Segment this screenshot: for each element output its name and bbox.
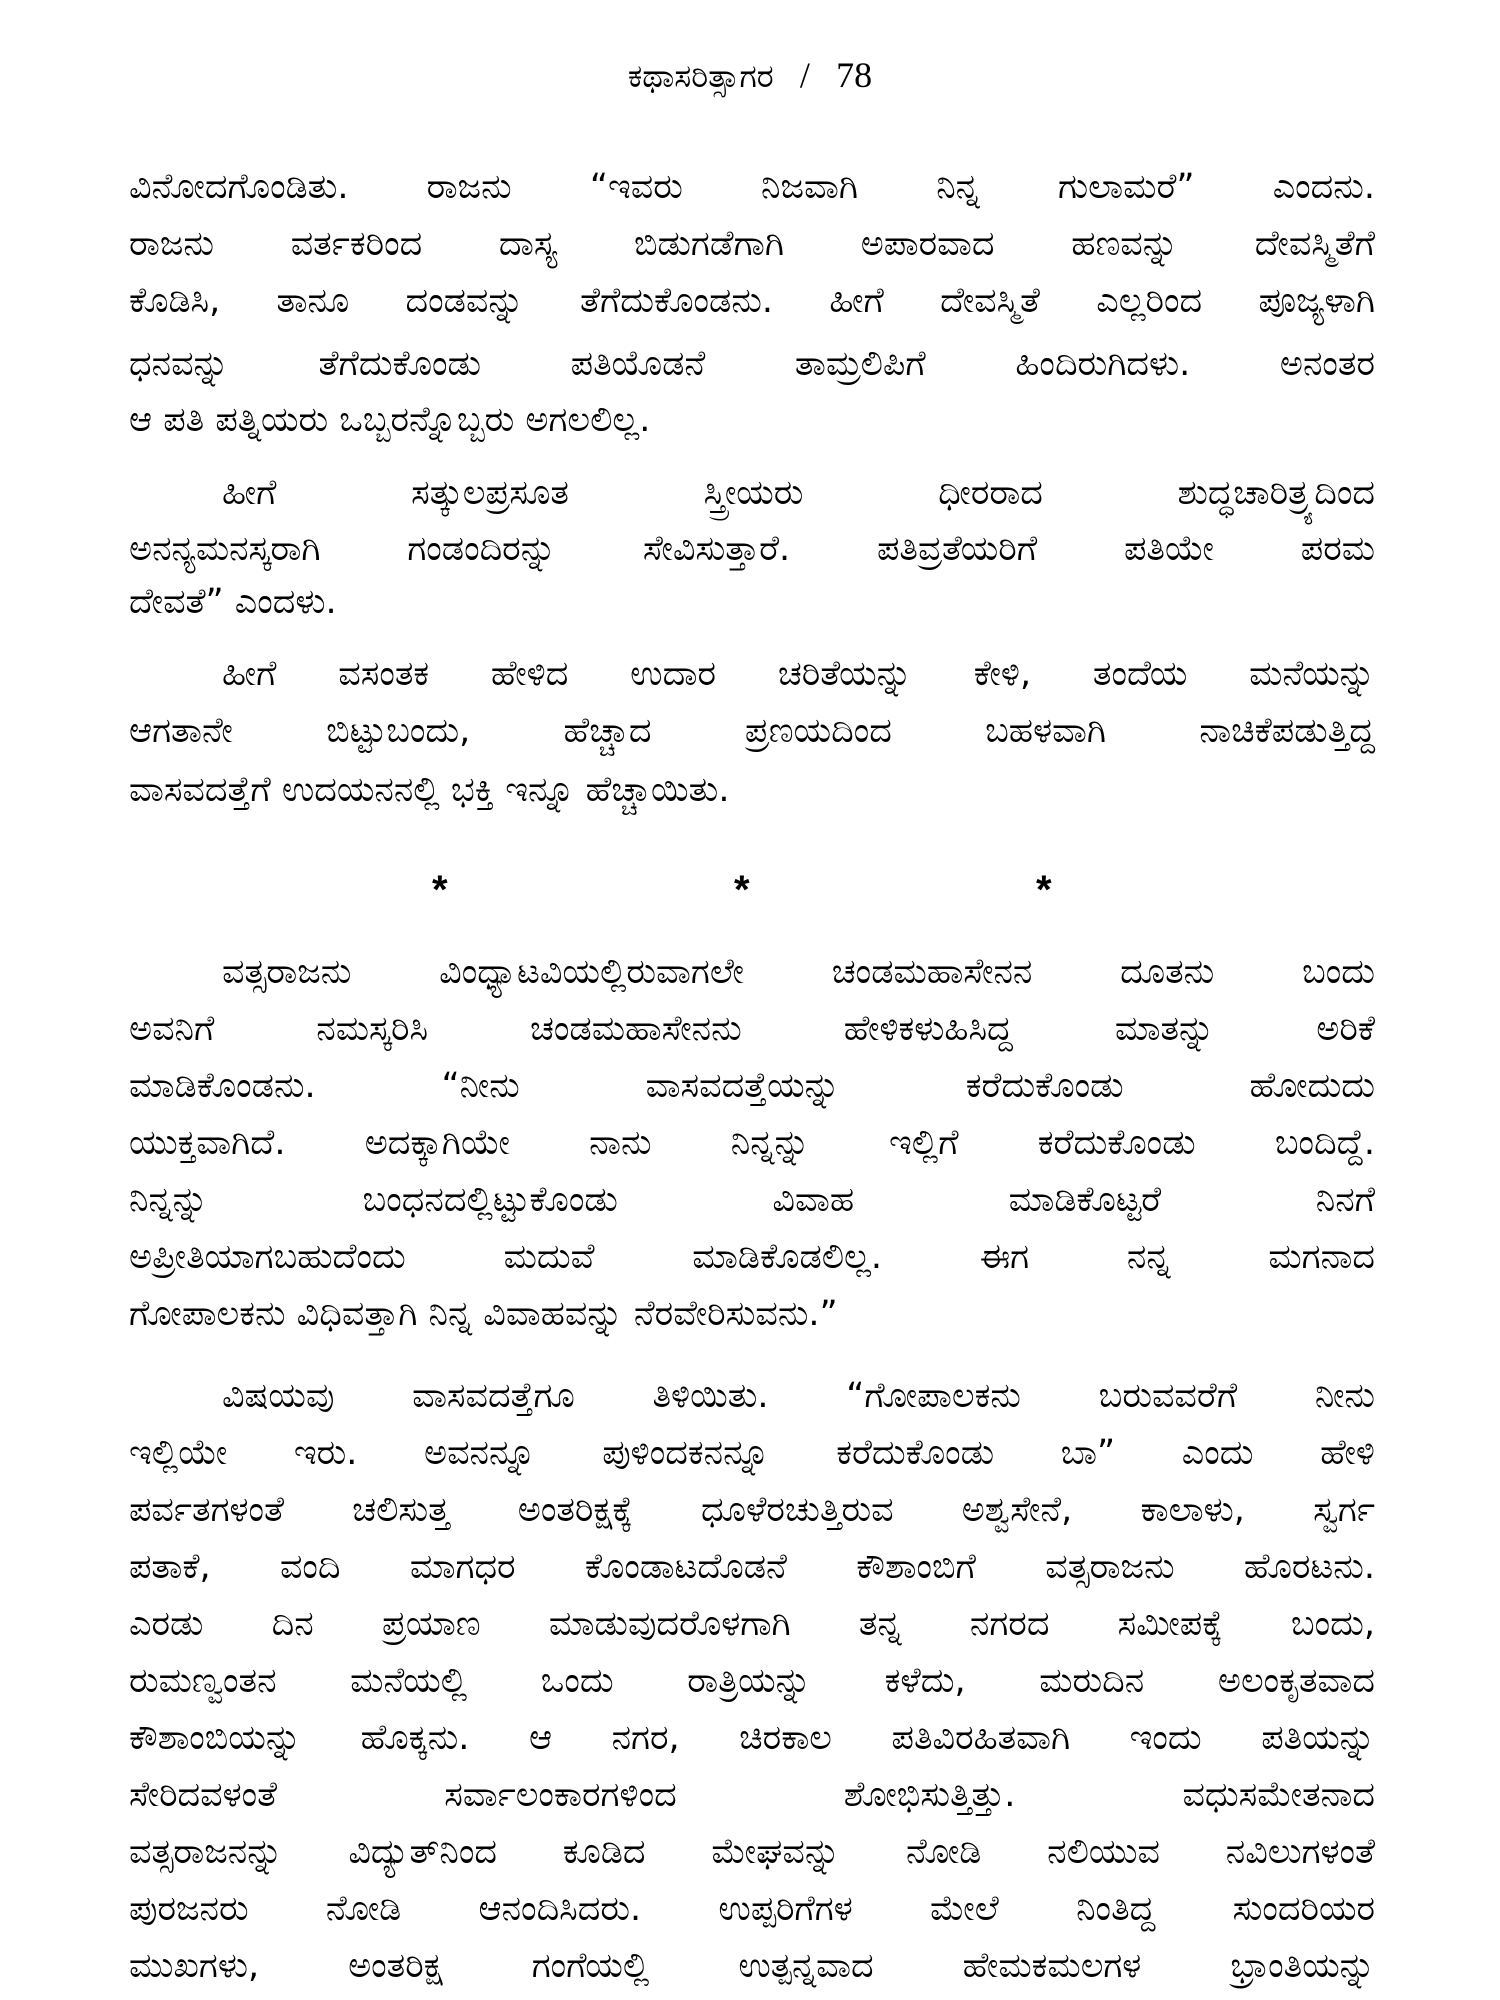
text-line: ವಾಸವದತ್ತೆಗೆ ಉದಯನನಲ್ಲಿ ಭಕ್ತಿ ಇನ್ನೂ ಹೆಚ್ಚಾಯಿತು. bbox=[129, 770, 730, 810]
text-line: ಹೀಗೆ ವಸಂತಕ ಹೇಳಿದ ಉದಾರ ಚರಿತೆಯನ್ನು ಕೇಳಿ, ತಂದೆಯ ಮನೆಯನ್ನು bbox=[222, 654, 1375, 694]
page-number: 78 bbox=[836, 55, 873, 95]
text-line: ಪರ್ವತಗಳಂತೆ ಚಲಿಸುತ್ತ ಅಂತರಿಕ್ಷಕ್ಕೆ ಧೂಳೆರಚುತ್ತಿರುವ ಅಶ್ವಸೇನೆ, ಕಾಲಾಳು, ಸ್ವರ್ಗ bbox=[129, 1490, 1375, 1530]
text-line: ಧನವನ್ನು ತೆಗೆದುಕೊಂಡು ಪತಿಯೊಡನೆ ತಾಮ್ರಲಿಪಿಗೆ ಹಿಂದಿರುಗಿದಳು. ಅನಂತರ bbox=[129, 344, 1375, 384]
text-line: ದೇವತೆ” ಎಂದಳು. bbox=[129, 582, 337, 622]
text-line: ಆ ಪತಿ ಪತ್ನಿಯರು ಒಬ್ಬರನ್ನೊಬ್ಬರು ಅಗಲಲಿಲ್ಲ. bbox=[129, 400, 651, 440]
asterisk: * bbox=[432, 868, 448, 912]
text-line: ಅಪ್ರೀತಿಯಾಗಬಹುದೆಂದು ಮದುವೆ ಮಾಡಿಕೊಡಲಿಲ್ಲ. ಈಗ ನನ್ನ ಮಗನಾದ bbox=[129, 1237, 1375, 1277]
text-line: ಸೇರಿದವಳಂತೆ ಸರ್ವಾಲಂಕಾರಗಳಿಂದ ಶೋಭಿಸುತ್ತಿತ್ತು. ವಧುಸಮೇತನಾದ bbox=[129, 1775, 1375, 1815]
header-separator: / bbox=[799, 55, 810, 95]
text-line: ವತ್ಸರಾಜನನ್ನು ವಿದ್ಯುತ್‌ನಿಂದ ಕೂಡಿದ ಮೇಘವನ್ನು ನೋಡಿ ನಲಿಯುವ ನವಿಲುಗಳಂತೆ bbox=[129, 1832, 1375, 1872]
text-line: ಇಲ್ಲಿಯೇ ಇರು. ಅವನನ್ನೂ ಪುಳಿಂದಕನನ್ನೂ ಕರೆದುಕೊಂಡು ಬಾ” ಎಂದು ಹೇಳಿ bbox=[129, 1433, 1375, 1473]
text-line: ಗೋಪಾಲಕನು ವಿಧಿವತ್ತಾಗಿ ನಿನ್ನ ವಿವಾಹವನ್ನು ನೆರವೇರಿಸುವನು.” bbox=[129, 1294, 838, 1334]
text-line: ರುಮಣ್ವಂತನ ಮನೆಯಲ್ಲಿ ಒಂದು ರಾತ್ರಿಯನ್ನು ಕಳೆದು, ಮರುದಿನ ಅಲಂಕೃತವಾದ bbox=[129, 1661, 1375, 1701]
text-line: ರಾಜನು ವರ್ತಕರಿಂದ ದಾಸ್ಯ ಬಿಡುಗಡೆಗಾಗಿ ಅಪಾರವಾದ ಹಣವನ್ನು ದೇವಸ್ಮಿತೆಗೆ bbox=[129, 224, 1375, 264]
text-line: ವಿನೋದಗೊಂಡಿತು. ರಾಜನು “ಇವರು ನಿಜವಾಗಿ ನಿನ್ನ ಗುಲಾಮರೆ” ಎಂದನು. bbox=[129, 167, 1375, 207]
text-line: ಹೀಗೆ ಸತ್ಕುಲಪ್ರಸೂತ ಸ್ತ್ರೀಯರು ಧೀರರಾದ ಶುದ್ಧಚಾರಿತ್ರ್ಯದಿಂದ bbox=[222, 473, 1375, 513]
text-line: ಆಗತಾನೇ ಬಿಟ್ಟುಬಂದು, ಹೆಚ್ಚಾದ ಪ್ರಣಯದಿಂದ ಬಹಳವಾಗಿ ನಾಚಿಕೆಪಡುತ್ತಿದ್ದ bbox=[129, 711, 1375, 751]
asterisk: * bbox=[1036, 868, 1052, 912]
text-line: ಮಾಡಿಕೊಂಡನು. “ನೀನು ವಾಸವದತ್ತೆಯನ್ನು ಕರೆದುಕೊಂಡು ಹೋದುದು bbox=[129, 1066, 1375, 1106]
text-line: ಪುರಜನರು ನೋಡಿ ಆನಂದಿಸಿದರು. ಉಪ್ಪರಿಗೆಗಳ ಮೇಲೆ ನಿಂತಿದ್ದ ಸುಂದರಿಯರ bbox=[129, 1889, 1375, 1929]
text-line: ನಿನ್ನನ್ನು ಬಂಧನದಲ್ಲಿಟ್ಟುಕೊಂಡು ವಿವಾಹ ಮಾಡಿಕೊಟ್ಟರೆ ನಿನಗೆ bbox=[129, 1180, 1375, 1220]
text-line: ವತ್ಸರಾಜನು ವಿಂಧ್ಯಾಟವಿಯಲ್ಲಿರುವಾಗಲೇ ಚಂಡಮಹಾಸೇನನ ದೂತನು ಬಂದು bbox=[222, 952, 1375, 992]
book-title: ಕಥಾಸರಿತ್ಸಾಗರ bbox=[627, 57, 774, 95]
text-line: ಎರಡು ದಿನ ಪ್ರಯಾಣ ಮಾಡುವುದರೊಳಗಾಗಿ ತನ್ನ ನಗರದ ಸಮೀಪಕ್ಕೆ ಬಂದು, bbox=[129, 1604, 1375, 1644]
text-line: ಮುಖಗಳು, ಅಂತರಿಕ್ಷ ಗಂಗೆಯಲ್ಲಿ ಉತ್ಪನ್ನವಾದ ಹೇಮಕಮಲಗಳ ಭ್ರಾಂತಿಯನ್ನು bbox=[129, 1946, 1375, 1986]
text-line: ಅನನ್ಯಮನಸ್ಕರಾಗಿ ಗಂಡಂದಿರನ್ನು ಸೇವಿಸುತ್ತಾರೆ. ಪತಿವ್ರತೆಯರಿಗೆ ಪತಿಯೇ ಪರಮ bbox=[129, 529, 1375, 569]
text-line: ಪತಾಕೆ, ವಂದಿ ಮಾಗಧರ ಕೊಂಡಾಟದೊಡನೆ ಕೌಶಾಂಬಿಗೆ ವತ್ಸರಾಜನು ಹೊರಟನು. bbox=[129, 1547, 1375, 1587]
text-line: ವಿಷಯವು ವಾಸವದತ್ತೆಗೂ ತಿಳಿಯಿತು. “ಗೋಪಾಲಕನು ಬರುವವರೆಗೆ ನೀನು bbox=[222, 1376, 1375, 1416]
text-line: ಕೊಡಿಸಿ, ತಾನೂ ದಂಡವನ್ನು ತೆಗೆದುಕೊಂಡನು. ಹೀಗೆ ದೇವಸ್ಮಿತೆ ಎಲ್ಲರಿಂದ ಪೂಜ್ಯಳಾಗಿ bbox=[129, 281, 1375, 321]
text-line: ಕೌಶಾಂಬಿಯನ್ನು ಹೊಕ್ಕನು. ಆ ನಗರ, ಚಿರಕಾಲ ಪತಿವಿರಹಿತವಾಗಿ ಇಂದು ಪತಿಯನ್ನು bbox=[129, 1718, 1375, 1758]
text-line: ಅವನಿಗೆ ನಮಸ್ಕರಿಸಿ ಚಂಡಮಹಾಸೇನನು ಹೇಳಿಕಳುಹಿಸಿದ್ದ ಮಾತನ್ನು ಅರಿಕೆ bbox=[129, 1009, 1375, 1049]
asterisk: * bbox=[734, 868, 750, 912]
running-header bbox=[0, 52, 1500, 99]
text-line: ಯುಕ್ತವಾಗಿದೆ. ಅದಕ್ಕಾಗಿಯೇ ನಾನು ನಿನ್ನನ್ನು ಇಲ್ಲಿಗೆ ಕರೆದುಕೊಂಡು ಬಂದಿದ್ದೆ. bbox=[129, 1123, 1375, 1163]
